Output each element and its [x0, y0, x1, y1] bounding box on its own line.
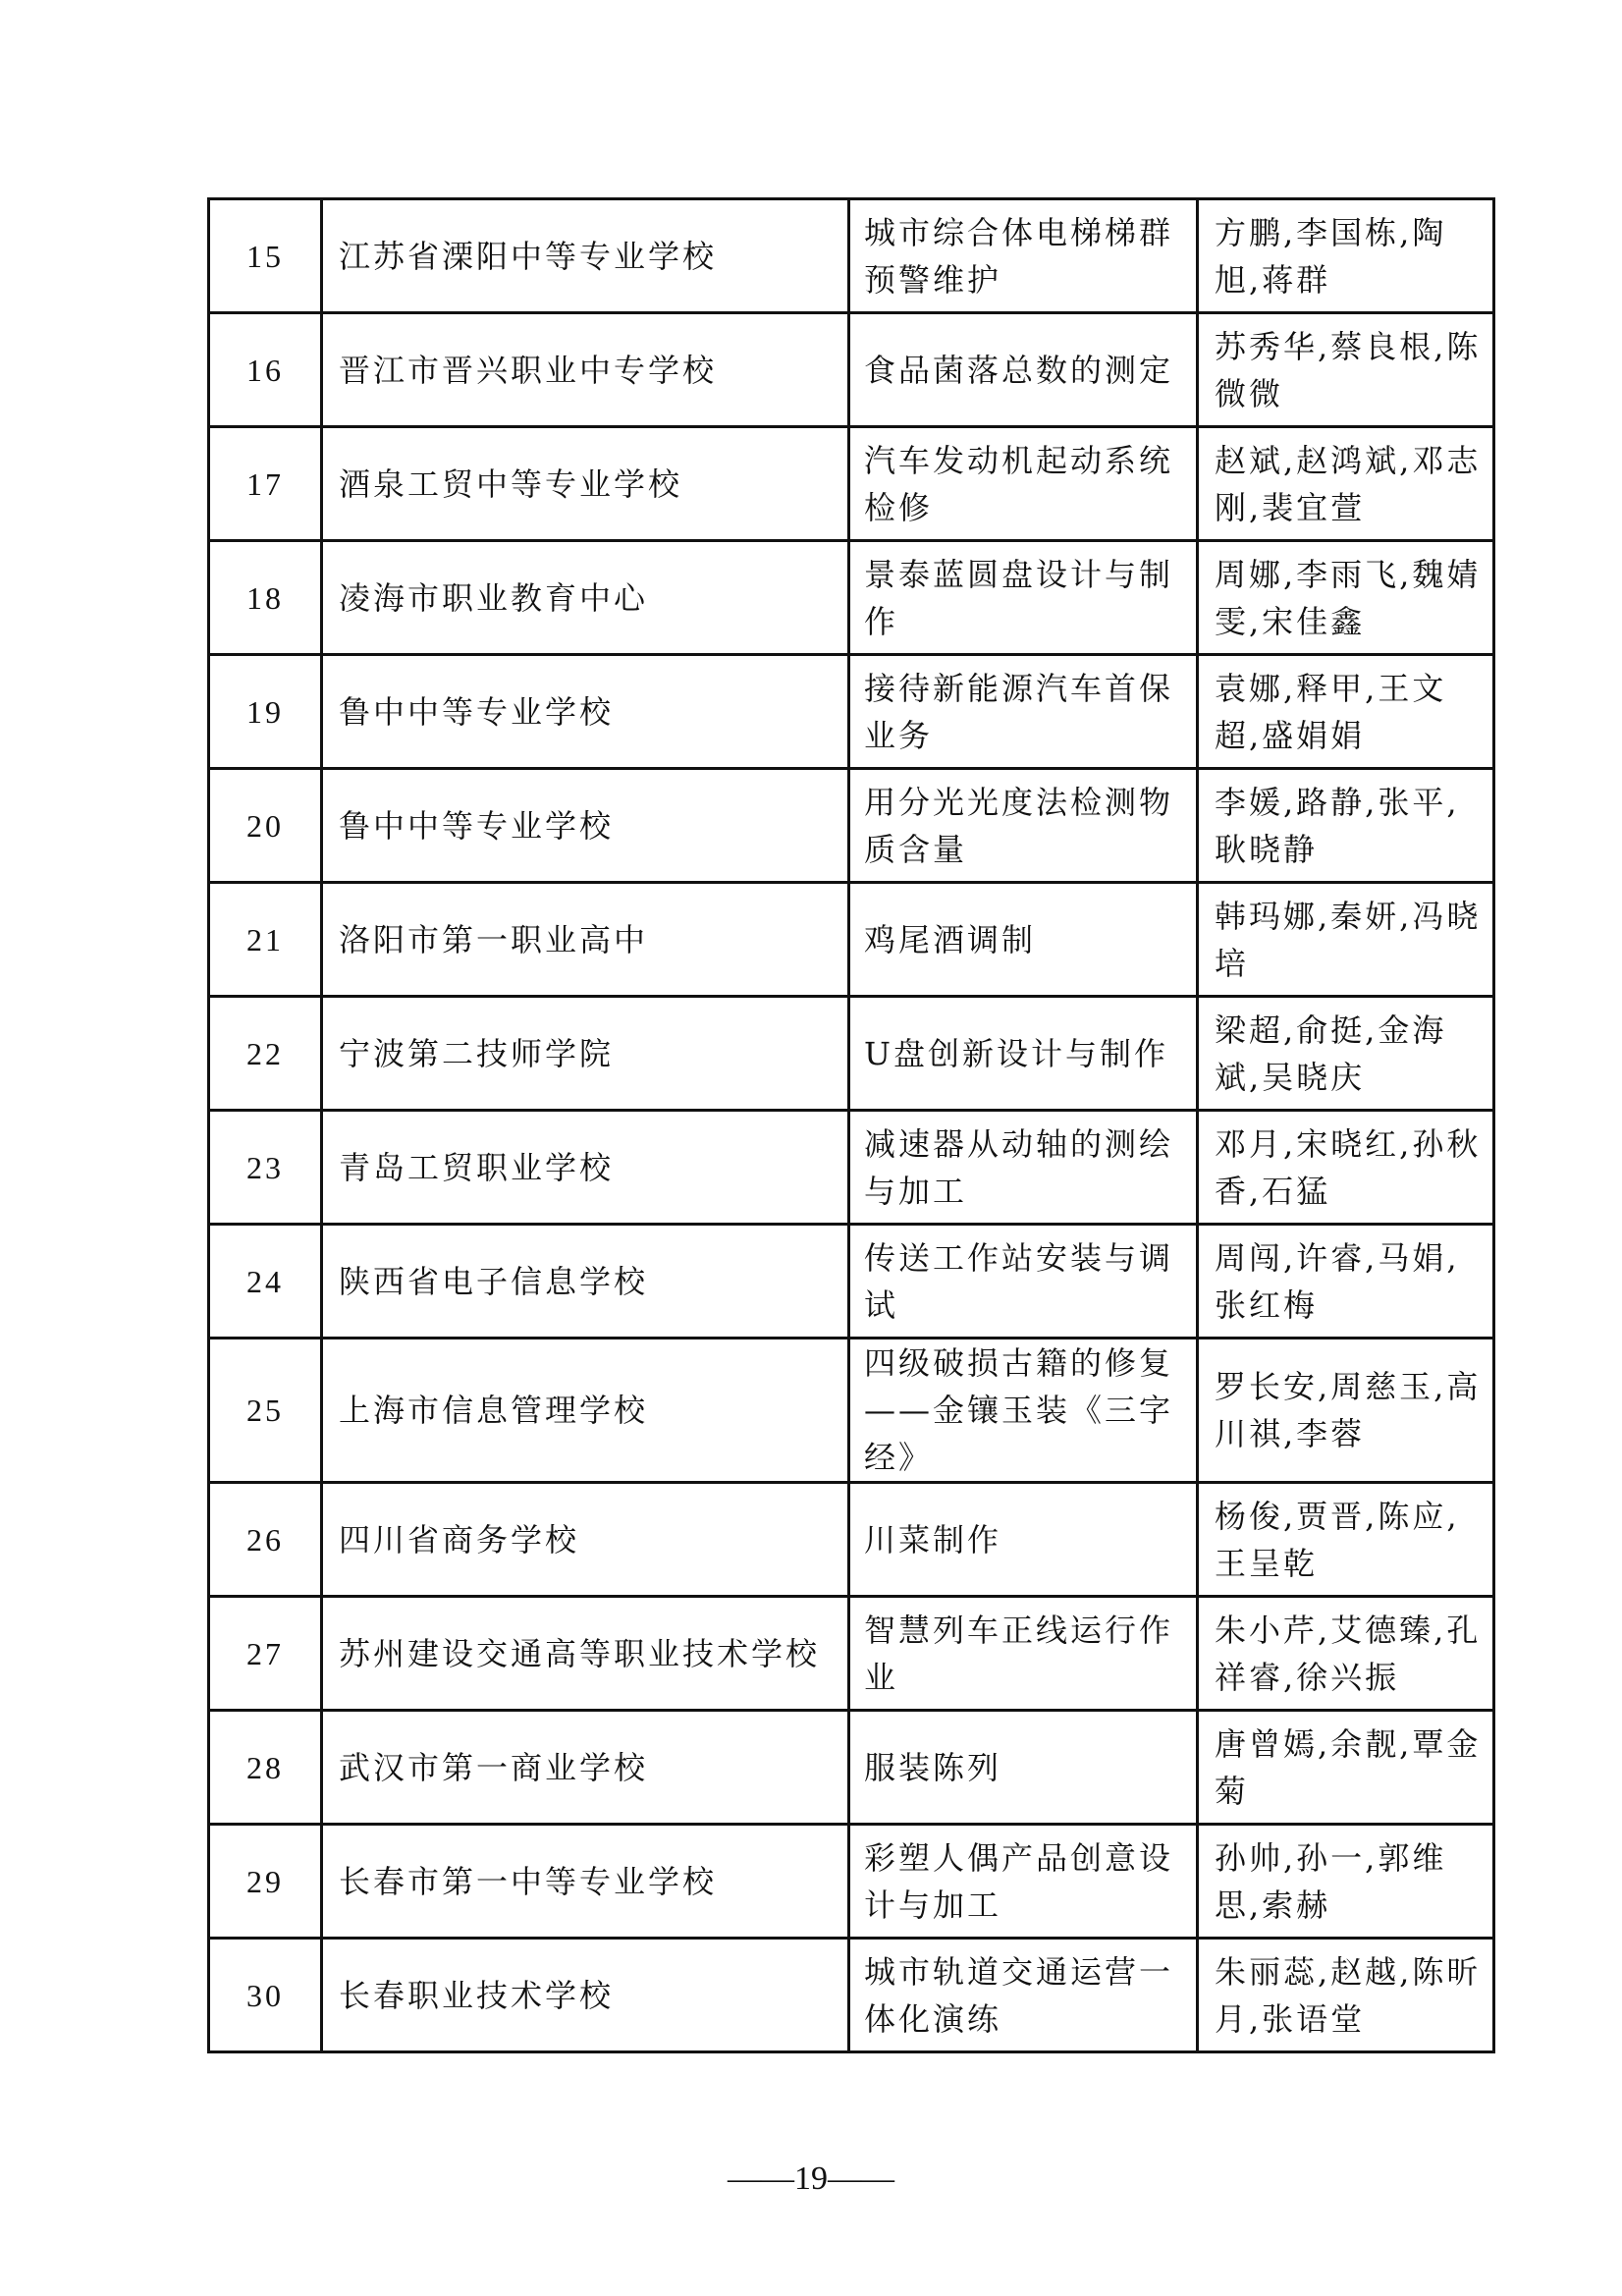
row-number-cell: [209, 313, 322, 427]
row-number: 18: [246, 579, 284, 616]
team-members: 罗长安,周慈玉,高川祺,李蓉: [1215, 1368, 1482, 1452]
table-body: [209, 199, 1494, 2052]
team-members-cell: [1198, 1483, 1494, 1597]
team-members: 邓月,宋晓红,孙秋香,石猛: [1215, 1124, 1482, 1210]
row-number-cell: [209, 883, 322, 997]
school-name: 酒泉工贸中等专业学校: [339, 465, 683, 503]
project-name: 汽车发动机起动系统检修: [864, 441, 1174, 526]
page-number: ——19——: [728, 2160, 894, 2197]
team-members-cell: [1198, 769, 1494, 883]
row-number: 23: [246, 1149, 284, 1185]
project-name-cell: [849, 1225, 1198, 1339]
team-members: 袁娜,释甲,王文超,盛娟娟: [1215, 669, 1447, 754]
team-members: 方鹏,李国栋,陶旭,蒋群: [1215, 213, 1447, 299]
row-number: 24: [246, 1263, 284, 1299]
table-row: [209, 997, 1494, 1111]
school-name: 晋江市晋兴职业中专学校: [339, 351, 718, 389]
row-number-cell: [209, 1339, 322, 1483]
project-name: 景泰蓝圆盘设计与制作: [864, 555, 1174, 640]
team-members: 朱丽蕊,赵越,陈昕月,张语堂: [1215, 1952, 1482, 2038]
table-row: [209, 1483, 1494, 1597]
team-members-cell: [1198, 655, 1494, 769]
table-row: [209, 1225, 1494, 1339]
project-name: 四级破损古籍的修复——金镶玉装《三字经》: [864, 1344, 1174, 1476]
row-number: 15: [246, 238, 284, 274]
team-members: 朱小芹,艾德臻,孔祥睿,徐兴振: [1215, 1611, 1482, 1696]
row-number: 17: [246, 465, 284, 502]
table-row: [209, 541, 1494, 655]
project-name: 彩塑人偶产品创意设计与加工: [864, 1838, 1174, 1924]
project-name: 城市综合体电梯梯群预警维护: [864, 213, 1174, 299]
school-name-cell: [322, 541, 849, 655]
row-number-cell: [209, 1111, 322, 1225]
school-name-cell: [322, 1339, 849, 1483]
team-members-cell: [1198, 427, 1494, 541]
row-number: 20: [246, 807, 284, 844]
table-row: [209, 313, 1494, 427]
school-name-cell: [322, 997, 849, 1111]
school-name: 凌海市职业教育中心: [339, 578, 649, 617]
project-name-cell: [849, 655, 1198, 769]
project-name-cell: [849, 883, 1198, 997]
row-number: 16: [246, 352, 284, 388]
table-row: [209, 655, 1494, 769]
row-number: 28: [246, 1749, 284, 1785]
row-number-cell: [209, 1483, 322, 1597]
row-number: 19: [246, 693, 284, 730]
team-members-cell: [1198, 1825, 1494, 1939]
school-name: 洛阳市第一职业高中: [339, 920, 649, 958]
team-members: 苏秀华,蔡良根,陈微微: [1215, 327, 1482, 412]
project-name-cell: [849, 997, 1198, 1111]
project-name: 减速器从动轴的测绘与加工: [864, 1124, 1174, 1210]
table-row: [209, 1825, 1494, 1939]
table-row: [209, 883, 1494, 997]
school-name: 长春职业技术学校: [339, 1976, 615, 2014]
school-name-cell: [322, 1597, 849, 1711]
project-name-cell: [849, 199, 1198, 313]
project-name-cell: [849, 1597, 1198, 1711]
team-members: 韩玛娜,秦妍,冯晓培: [1215, 897, 1482, 982]
project-name: 接待新能源汽车首保业务: [864, 669, 1174, 754]
table-row: [209, 1711, 1494, 1825]
team-members-cell: [1198, 997, 1494, 1111]
school-name-cell: [322, 1825, 849, 1939]
school-name-cell: [322, 769, 849, 883]
award-table: [207, 197, 1495, 2053]
row-number-cell: [209, 1825, 322, 1939]
school-name: 青岛工贸职业学校: [339, 1148, 615, 1186]
row-number-cell: [209, 1597, 322, 1711]
school-name: 长春市第一中等专业学校: [339, 1862, 718, 1900]
project-name-cell: [849, 313, 1198, 427]
team-members: 周闯,许睿,马娟,张红梅: [1215, 1238, 1460, 1324]
school-name-cell: [322, 1111, 849, 1225]
row-number-cell: [209, 199, 322, 313]
project-name: 食品菌落总数的测定: [864, 351, 1174, 389]
project-name-cell: [849, 1825, 1198, 1939]
school-name: 宁波第二技师学院: [339, 1034, 615, 1072]
school-name: 武汉市第一商业学校: [339, 1748, 649, 1786]
project-name: 城市轨道交通运营一体化演练: [864, 1952, 1174, 2038]
project-name: 川菜制作: [864, 1520, 1002, 1558]
table-row: [209, 1597, 1494, 1711]
row-number: 30: [246, 1977, 284, 2013]
school-name-cell: [322, 655, 849, 769]
team-members: 赵斌,赵鸿斌,邓志刚,裴宜萱: [1215, 441, 1482, 526]
project-name-cell: [849, 427, 1198, 541]
project-name: U盘创新设计与制作: [864, 1034, 1168, 1072]
row-number: 21: [246, 921, 284, 957]
school-name: 鲁中中等专业学校: [339, 692, 615, 731]
school-name: 江苏省溧阳中等专业学校: [339, 237, 718, 275]
row-number: 27: [246, 1635, 284, 1671]
team-members: 杨俊,贾晋,陈应,王呈乾: [1215, 1497, 1460, 1582]
school-name-cell: [322, 1711, 849, 1825]
project-name-cell: [849, 1483, 1198, 1597]
project-name-cell: [849, 1939, 1198, 2052]
team-members: 孙帅,孙一,郭维思,索赫: [1215, 1838, 1447, 1924]
team-members: 梁超,俞挺,金海斌,吴晓庆: [1215, 1011, 1447, 1096]
team-members-cell: [1198, 541, 1494, 655]
project-name-cell: [849, 1711, 1198, 1825]
row-number-cell: [209, 769, 322, 883]
table-row: [209, 199, 1494, 313]
school-name-cell: [322, 883, 849, 997]
table-row: [209, 427, 1494, 541]
project-name: 鸡尾酒调制: [864, 920, 1037, 958]
row-number-cell: [209, 997, 322, 1111]
table-row: [209, 1939, 1494, 2052]
row-number-cell: [209, 655, 322, 769]
team-members-cell: [1198, 883, 1494, 997]
table-row: [209, 1339, 1494, 1483]
row-number: 26: [246, 1521, 284, 1558]
team-members-cell: [1198, 1939, 1494, 2052]
school-name-cell: [322, 199, 849, 313]
school-name-cell: [322, 427, 849, 541]
school-name: 苏州建设交通高等职业技术学校: [339, 1634, 821, 1672]
project-name-cell: [849, 769, 1198, 883]
team-members: 李媛,路静,张平,耿晓静: [1215, 783, 1460, 868]
project-name: 服装陈列: [864, 1748, 1002, 1786]
row-number: 22: [246, 1035, 284, 1071]
team-members-cell: [1198, 1597, 1494, 1711]
row-number-cell: [209, 1939, 322, 2052]
row-number-cell: [209, 541, 322, 655]
school-name-cell: [322, 1225, 849, 1339]
table-row: [209, 1111, 1494, 1225]
team-members-cell: [1198, 1339, 1494, 1483]
school-name: 鲁中中等专业学校: [339, 806, 615, 845]
project-name: 智慧列车正线运行作业: [864, 1611, 1174, 1696]
row-number-cell: [209, 427, 322, 541]
row-number: 29: [246, 1863, 284, 1899]
school-name-cell: [322, 1483, 849, 1597]
team-members-cell: [1198, 1711, 1494, 1825]
project-name: 传送工作站安装与调试: [864, 1238, 1174, 1324]
school-name: 四川省商务学校: [339, 1520, 580, 1558]
school-name-cell: [322, 1939, 849, 2052]
table-row: [209, 769, 1494, 883]
school-name: 陕西省电子信息学校: [339, 1262, 649, 1300]
team-members: 唐曾嫣,余靓,覃金菊: [1215, 1724, 1482, 1810]
row-number-cell: [209, 1711, 322, 1825]
team-members: 周娜,李雨飞,魏婧雯,宋佳鑫: [1215, 555, 1482, 640]
team-members-cell: [1198, 313, 1494, 427]
project-name-cell: [849, 1111, 1198, 1225]
project-name-cell: [849, 1339, 1198, 1483]
project-name-cell: [849, 541, 1198, 655]
school-name-cell: [322, 313, 849, 427]
team-members-cell: [1198, 1111, 1494, 1225]
row-number-cell: [209, 1225, 322, 1339]
team-members-cell: [1198, 1225, 1494, 1339]
row-number: 25: [246, 1393, 284, 1428]
project-name: 用分光光度法检测物质含量: [864, 783, 1174, 868]
school-name: 上海市信息管理学校: [339, 1392, 649, 1429]
team-members-cell: [1198, 199, 1494, 313]
